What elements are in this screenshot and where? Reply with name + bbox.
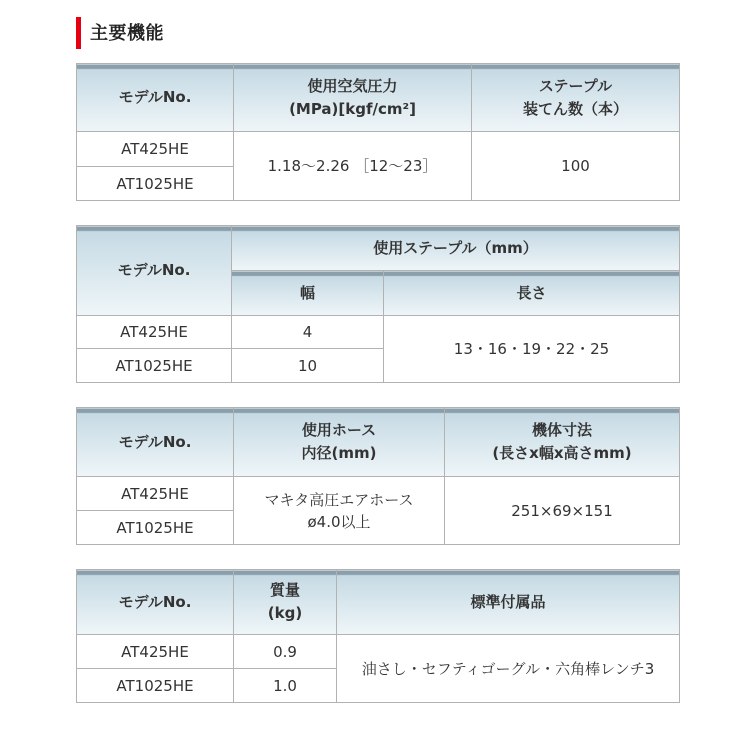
dimensions-cell: 251×69×151 bbox=[445, 477, 680, 545]
hose-cell bbox=[234, 477, 445, 545]
table-header-row bbox=[77, 226, 680, 271]
header-line: 内径(mm) bbox=[301, 444, 377, 462]
model-cell: AT1025HE bbox=[77, 167, 234, 201]
model-cell: AT425HE bbox=[77, 477, 234, 511]
hose-header bbox=[234, 408, 445, 477]
dimensions-header bbox=[445, 408, 680, 477]
table-row bbox=[77, 477, 680, 511]
air-pressure-header bbox=[234, 64, 472, 132]
air-pressure-spec-table bbox=[76, 63, 680, 201]
staple-spec-table bbox=[76, 225, 680, 383]
hose-spec-table bbox=[76, 407, 680, 545]
header-line: (長さx幅x高さmm) bbox=[492, 444, 632, 462]
staple-width-cell: 4 bbox=[232, 316, 384, 349]
table-row bbox=[77, 635, 680, 669]
hose-line: ø4.0以上 bbox=[307, 512, 371, 531]
staple-length-cell: 13・16・19・22・25 bbox=[384, 316, 680, 383]
hose-line: マキタ高圧エアホース bbox=[264, 490, 414, 509]
table-header-row bbox=[77, 408, 680, 477]
header-line: (MPa)[kgf/cm²] bbox=[289, 99, 416, 118]
staple-width-cell: 10 bbox=[232, 349, 384, 383]
header-line: 機体寸法 bbox=[531, 421, 592, 439]
accessories-cell: 油さし・セフティゴーグル・六角棒レンチ3 bbox=[337, 635, 680, 703]
model-header: モデルNo. bbox=[77, 570, 234, 635]
table-header-row bbox=[77, 64, 680, 132]
table-header-row bbox=[77, 570, 680, 635]
staple-group-header: 使用ステープル（mm） bbox=[232, 226, 680, 271]
model-cell: AT1025HE bbox=[77, 349, 232, 383]
header-line: ステープル bbox=[538, 76, 613, 95]
model-header: モデルNo. bbox=[77, 64, 234, 132]
section-title: 主要機能 bbox=[90, 23, 164, 44]
header-line: 使用空気圧力 bbox=[307, 76, 398, 95]
staple-capacity-cell: 100 bbox=[472, 132, 680, 201]
weight-cell: 0.9 bbox=[234, 635, 337, 669]
table-row bbox=[77, 132, 680, 167]
section-title-accent-bar bbox=[76, 17, 81, 49]
weight-header bbox=[234, 570, 337, 635]
model-cell: AT1025HE bbox=[77, 669, 234, 703]
model-cell: AT425HE bbox=[77, 132, 234, 167]
model-header: モデルNo. bbox=[77, 408, 234, 477]
staple-capacity-header bbox=[472, 64, 680, 132]
accessories-header: 標準付属品 bbox=[337, 570, 680, 635]
model-cell: AT1025HE bbox=[77, 511, 234, 545]
header-line: (kg) bbox=[267, 604, 303, 622]
staple-width-header: 幅 bbox=[232, 271, 384, 316]
model-cell: AT425HE bbox=[77, 316, 232, 349]
weight-spec-table bbox=[76, 569, 680, 703]
header-line: 装てん数（本） bbox=[522, 99, 628, 118]
header-line: 使用ホース bbox=[301, 421, 377, 439]
model-cell: AT425HE bbox=[77, 635, 234, 669]
weight-cell: 1.0 bbox=[234, 669, 337, 703]
header-line: 質量 bbox=[269, 581, 300, 599]
air-pressure-cell: 1.18～2.26 ［12～23］ bbox=[234, 132, 472, 201]
model-header: モデルNo. bbox=[77, 226, 232, 316]
staple-length-header: 長さ bbox=[384, 271, 680, 316]
table-row bbox=[77, 316, 680, 349]
